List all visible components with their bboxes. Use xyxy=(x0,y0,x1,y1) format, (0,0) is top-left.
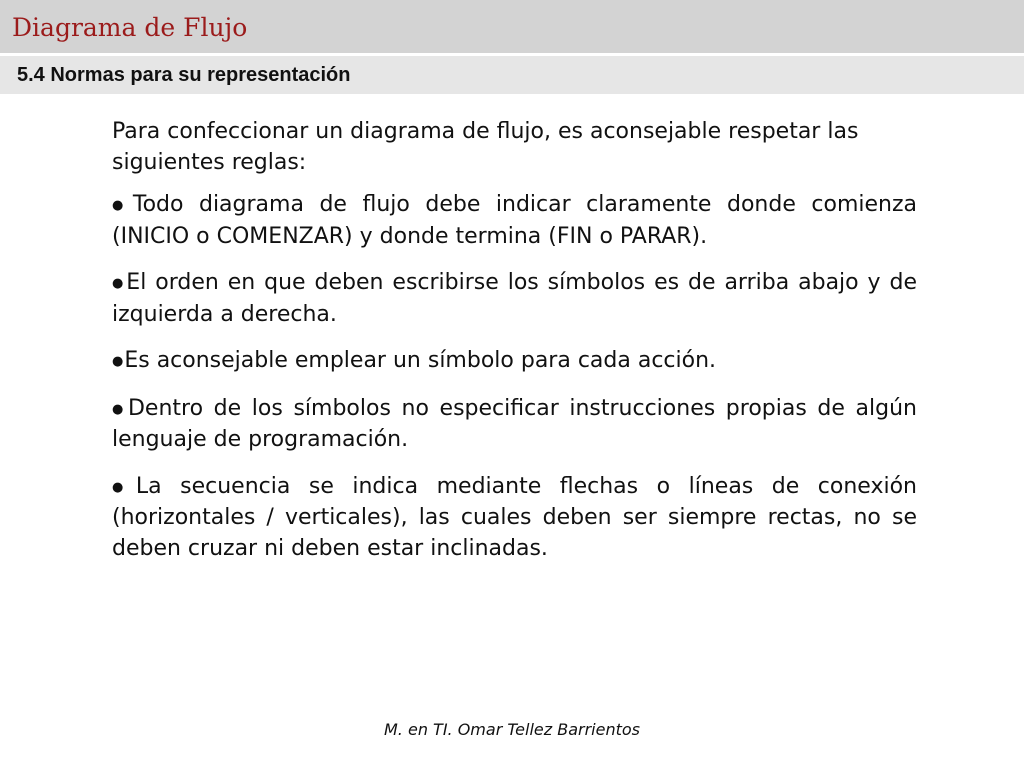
rule-item xyxy=(112,472,917,565)
slide-title: Diagrama de Flujo xyxy=(12,13,248,42)
rule-text: Es aconsejable emplear un símbolo para cada acción. xyxy=(124,348,717,373)
title-bar xyxy=(0,0,1024,53)
content-area xyxy=(112,117,917,580)
bullet-dot-icon: ● xyxy=(112,198,132,213)
footer-author: M. en TI. Omar Tellez Barrientos xyxy=(384,720,640,739)
bullet-dot-icon: ● xyxy=(112,276,126,291)
rule-text: La secuencia se indica mediante flechas o líneas de conexión (horizontales / verticales), las cuales deben ser siempre rectas, no se deben cruzar ni deben estar inclinadas. xyxy=(112,473,917,561)
rule-item xyxy=(112,346,917,378)
bullet-dot-icon: ● xyxy=(112,354,124,369)
rule-text: Dentro de los símbolos no especificar instrucciones propias de algún lenguaje de programación. xyxy=(112,395,918,452)
intro-paragraph: Para confeccionar un diagrama de flujo, es aconsejable respetar las siguientes reglas: xyxy=(112,119,859,175)
rule-text: Todo diagrama de flujo debe indicar claramente donde comienza (INICIO o COMENZAR) y donde termina (FIN o PARAR). xyxy=(112,192,917,249)
rule-item xyxy=(112,394,917,456)
subtitle-bar xyxy=(0,56,1024,94)
rule-text: El orden en que deben escribirse los símbolos es de arriba abajo y de izquierda a derecha. xyxy=(112,270,918,327)
rule-item xyxy=(112,268,917,330)
bullet-dot-icon: ● xyxy=(112,401,127,417)
bullet-dot-icon: ● xyxy=(112,479,135,495)
section-subtitle: 5.4 Normas para su representación xyxy=(17,64,351,86)
rule-item xyxy=(112,190,917,252)
rules-list xyxy=(112,190,917,564)
